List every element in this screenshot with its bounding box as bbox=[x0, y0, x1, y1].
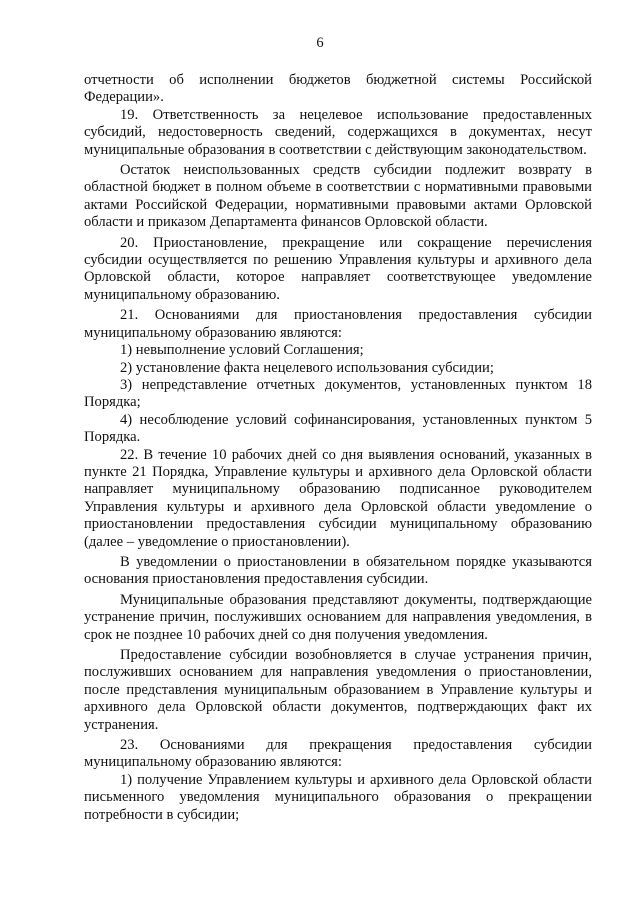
list-item-21-1: 1) невыполнение условий Соглашения; bbox=[120, 342, 364, 359]
paragraph-documents-submission: Муниципальные образования представляют документы, подтверждающие устранение причин, послуживших основанием для направления уведомления, в срок не позднее 10 рабочих дней со дня получения уведомления. bbox=[84, 591, 592, 643]
paragraph-item-21: 21. Основаниями для приостановления предоставления субсидии муниципальному образованию являются: bbox=[84, 307, 592, 341]
list-item-21-2: 2) установление факта нецелевого использования субсидии; bbox=[120, 359, 494, 376]
paragraph-item-23: 23. Основаниями для прекращения предоставления субсидии муниципальному образованию являются: bbox=[84, 737, 592, 771]
paragraph-item-19: 19. Ответственность за нецелевое использование предоставленных субсидий, недостоверность сведений, содержащихся в документах, несут муниципальные образования в соответствии с действующим законодательством. bbox=[84, 106, 592, 158]
paragraph-item-20: 20. Приостановление, прекращение или сокращение перечисления субсидии осуществляется по решению Управления культуры и архивного дела Орловской области, которое направляет соответствующее уведомление муниципальному образованию. bbox=[84, 234, 592, 303]
document-body bbox=[84, 72, 592, 824]
paragraph-subsidy-remainder: Остаток неиспользованных средств субсидии подлежит возврату в областной бюджет в полном объеме в соответствии с нормативными правовыми актами Российской Федерации, нормативными правовыми актами Орловской области и приказом Департамента финансов Орловской области. bbox=[84, 162, 592, 231]
list-item-23-1: 1) получение Управлением культуры и архивного дела Орловской области письменного уведомления муниципального образования о прекращении потребности в субсидии; bbox=[84, 771, 592, 823]
paragraph-continuation: отчетности об исполнении бюджетов бюджетной системы Российской Федерации». bbox=[84, 72, 592, 106]
list-item-21-4: 4) несоблюдение условий софинансирования, установленных пунктом 5 Порядка. bbox=[84, 411, 592, 446]
list-item-21-3: 3) непредставление отчетных документов, установленных пунктом 18 Порядка; bbox=[84, 376, 592, 411]
paragraph-item-22: 22. В течение 10 рабочих дней со дня выявления оснований, указанных в пункте 21 Порядка, Управление культуры и архивного дела Орловской области направляет муниципальному образованию подписанное руководителем Управления культуры и архивного дела Орловской области уведомление о приостановлении предоставления субсидии муниципальному образованию (далее – уведомление о приостановлении). bbox=[84, 446, 592, 550]
paragraph-subsidy-resumption: Предоставление субсидии возобновляется в случае устранения причин, послуживших основанием для направления уведомления о приостановлении, после представления муниципальным образованием в Управление культуры и архивного дела Орловской области документов, подтверждающих факт их устранения. bbox=[84, 647, 592, 733]
paragraph-notification-grounds: В уведомлении о приостановлении в обязательном порядке указываются основания приостановления предоставления субсидии. bbox=[84, 553, 592, 588]
page-number: 6 bbox=[316, 35, 324, 51]
